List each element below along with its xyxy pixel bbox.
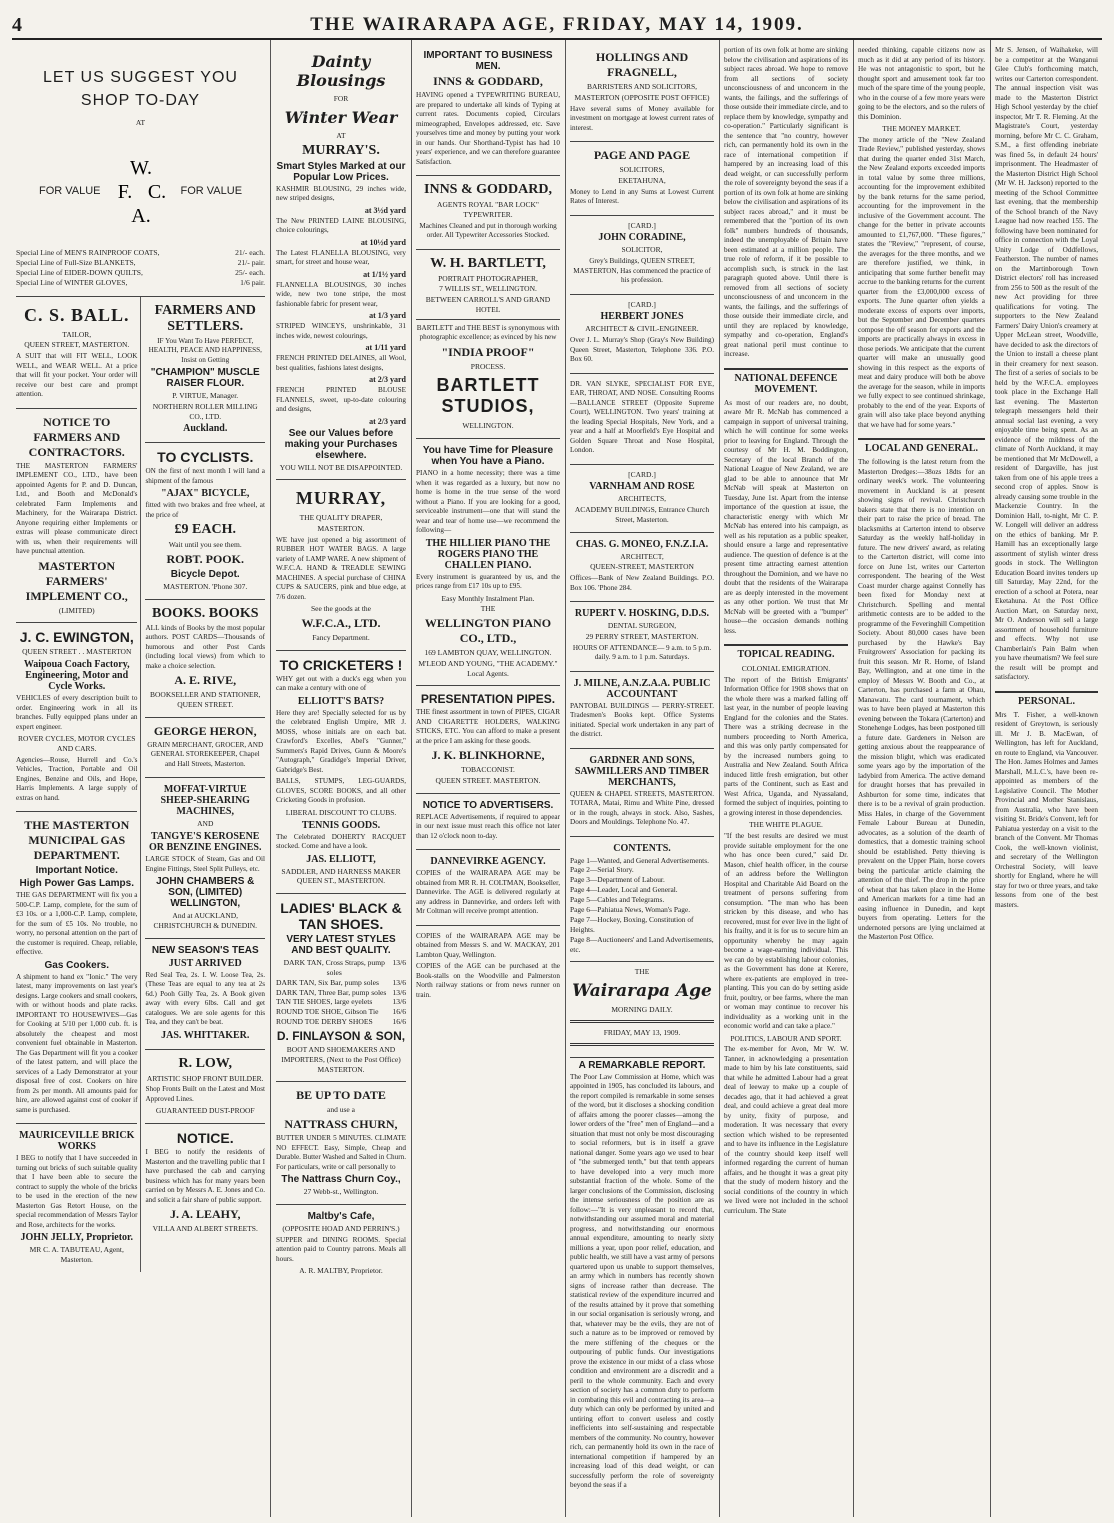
cricket-body3: BALLS, STUMPS, LEG-GUARDS, GLOVES, SCORE BOOKS, and all other Cricketing Goods in profusion. [276,777,406,805]
farmers-notice-ltd: (LIMITED) [58,605,95,615]
barlock-ad [416,176,560,250]
bartlett-sub: PORTRAIT PHOTOGRAPHER, [438,273,538,283]
sawmills-body: QUEEN & CHAPEL STREETS, MASTERTON. TOTARA, Matai, Rimu and White Pine, dressed or in the rough, always in stock. Also, Sashes, Doors and Mouldings. Telephone No. 47. [570,789,714,826]
jones-name: HERBERT JONES [600,311,684,323]
farmers-notice-body: THE MASTERTON FARMERS' IMPLEMENT CO., LTD., have been appointed Agents for P. and D. Duncan, Ltd., and Booth and McDonald's celebrated Farm Implements and Machinery, for the Wairarapa District. Anyone requiring either Implements or extras will please communicate direct with us, when their requirements will have punctual attention. [16,461,138,556]
header-rule [12,38,1102,40]
hollings-card [570,44,714,142]
brick-works-ad [16,1124,137,1272]
masthead-sub: MORNING DAILY. [611,1005,673,1015]
murray2-name: MURRAY, [295,488,387,509]
politics-continued: needed thinking, capable citizens now as much as it did at any period of its history. He was not antagonistic to sport, but he thought sport and amusement took far too much of the spare time of the young people, who in the course of a few more years were going to be the electors, and so the rulers of this Dominion. [858,46,985,121]
defence-body: As most of our readers are, no doubt, aware Mr R. McNab has commenced a campaign in support of universal training, which he will continue for some weeks prior to leaving for England. Through the courtesy of Mr H. M. Boddington, Secretary of the local Branch of the National League of New Zealand, we are glad to be able to announce that Mr McNab will speak at Masterton on Tuesday, June 1st. Apart from the intense importance of the question at issue, the characteristic energy with which Mr McNab has entered into his campaign, as well as his reputation as a public speaker, should ensure a large and representative audience. The question of defence is at the present time attracting earnest attention throughout the Dominion, and we have no doubt that the residents of the Wairarapa are as deeply interested in the movement as any other portion. We trust that Mr McNab will be greeted with a "bumper" house—the occasion demands nothing less. [724,398,848,635]
gas-department-ad [16,812,137,1124]
murray-sub: Smart Styles Marked at our Popular Low Prices. [276,160,406,183]
defence-title: NATIONAL DEFENCE MOVEMENT. [724,368,848,395]
ewington-agencies: Agencies—Rouse, Hurrell and Co.'s Vehicles, Traction, Portable and Oil Engines, Benzine and Oils, and Hope, Harris Implements. A large supply of extras on hand. [16,755,138,802]
churn-sub: and use a [327,1105,355,1115]
report-title: A REMARKABLE REPORT. [578,1059,706,1071]
farmers-notice-ad [16,409,137,624]
contents-item: Page 2—Serial Story. [570,865,634,875]
churn-name: NATTRASS CHURN, [284,1117,398,1132]
dannevirke-body: COPIES of the WAIRARAPA AGE may be obtained from MR R. H. COLTMAN, Bookseller, Dannevirke. The AGE is delivered regularly at any address in Dannevirke, and orders left with Mr Coltman will receive prompt attention. [416,869,560,916]
ball-name: C. S. BALL. [23,304,130,325]
blousing-price: at 2/3 yard [369,375,406,384]
blousing-item: The New PRINTED LAINE BLOUSING, choice colourings, [276,216,406,234]
for-value-right: FOR VALUE [180,185,243,198]
cricket-body: WHY get out with a duck's egg when you can make a century with one of [276,674,406,693]
moffat-body: LARGE STOCK of Steam, Gas and Oil Engine Fittings, Steel Split Pulleys, etc. [145,855,265,873]
blousing-item: FRENCH PRINTED DELAINES, all Wool, best qualities, fashions latest designs, [276,354,406,372]
hollings-addr: MASTERTON (OPPOSITE POST OFFICE) [574,92,710,102]
moneo-name: CHAS. G. MONEO, F.N.Z.I.A. [575,538,709,550]
topical-body: The report of the British Emigrants' Information Office for 1908 shows that on the whole there was a marked falling off last year, in the number of people leaving England for the colonies and the States. There was a striking decrease in the numbers proceeding to North America, and this was only partly compensated for by the increased numbers going to Australia and New Zealand. South Africa induced little fresh emigration, but other parts of the Continent, such as East and West Africa, Uganda, and Nyassaland, formed the subject of inquiries, pointing to a growing interest in those dependencies. [724,675,848,817]
moneo-sub: ARCHITECT, [620,551,664,561]
coradine-card [570,216,714,295]
special-line: Special Line of EIDER-DOWN QUILTS, 25/- each. [16,267,265,277]
piano-body: PIANO in a home necessity; there was a time when it was regarded as a luxury, but now no home is home in the true sense of the word without a Piano. If you are looking for a good, serviceable instrument—one that will stand the wear and tear of home use—we recommend the following— [416,469,560,534]
svg-text:F.: F. [117,181,132,204]
jones-body: Over J. L. Murray's Shop (Gray's New Building) Queen Street, Masterton, Telephone 336. P.O. Box 60. [570,336,714,363]
personal-title: PERSONAL. [995,691,1098,707]
cricketers-ad [276,651,406,894]
blousing-price: at 1/1½ yard [363,269,406,279]
shoes-list [276,958,406,1027]
settlers-ad [145,297,265,444]
politics-body: The ex-member for Avon, Mr W. W. Tanner, in acknowledging a presentation made to him by his late constituents, said that while he admitted Labour had a great deal of leeway to make up a couple of decades ago, that it had achieved a great deal, and could achieve a great deal more by unity, fixity of purpose, and moderation. It was necessary that every section which wished to be represented and to have its influence in the Legislature of the country should keep itself well informed regarding the current of human affairs, and he thought it was a great pity that the study of modern history and the social conditions of the country in which we lived were not included in the school curriculum. The State [724,1045,848,1215]
low-ad [145,1050,265,1125]
piano-terms: Easy Monthly Instalment Plan. [441,593,535,603]
churn-company: The Nattrass Churn Coy., [281,1174,401,1186]
settlers-product: "CHAMPION" MUSCLE RAISER FLOUR. [150,367,260,390]
cricket-tennis-body: The Celebrated DOHERTY RACQUET stocked. Come and have a look. [276,832,406,850]
blousing-price: at 1/11 yard [365,343,406,352]
cricket-bat: ELLIOTT'S BATS? [297,695,385,707]
settlers-mills: NORTHERN ROLLER MILLING CO., LTD. [152,401,258,421]
business-title: IMPORTANT TO BUSINESS MEN. [423,50,553,72]
heron-name: GEORGE HERON, [153,723,257,738]
column-3 [412,44,564,1517]
leahy-body: I BEG to notify the residents of Masterton and the travelling public that I have purchased the cab and carrying business which has for many years been carried on by Messrs A. E. Jones and Co. and solicit a fair share of public support. [145,1148,265,1204]
murray2-see: See the goods at the [311,604,371,614]
cafe-body: SUPPER and DINING ROOMS. Special attention paid to Country patrons. Meals all hours. [276,1235,406,1263]
contents-item: Page 1—Wanted, and General Advertisements. [570,855,709,865]
heron-ad [145,718,265,779]
coradine-name: JOHN CORADINE, [598,232,686,244]
gas-body: THE GAS DEPARTMENT will fix you a 500-C.P. Lamp, complete, for the sum of £3 10s. or a 1,000-C.P. Lamp, complete, for the sum of £5 10s. No trouble, no worry, no personal attention on the part of the customer is required. Cheap, reliable, effective. [16,891,138,957]
business-name: INNS & GODDARD, [433,74,543,88]
murray2-name2: W.F.C.A., LTD. [301,616,381,630]
low-sub: ARTISTIC SHOP FRONT BUILDER. [146,1073,264,1083]
wfca-at: AT [135,118,146,128]
cyclists-addr: MASTERTON. 'Phone 307. [163,582,248,592]
piano-agents: M'LEOD AND YOUNG, "THE ACADEMY." Local Agents. [418,658,558,678]
gas-body2: A shipment to hand ex "Ionic." The very latest, many improvements on last year's designs. Large cookers and small cookers, with or without hoods and plate racks. IMPORTANT TO HOUSEWIVES—Gas for Cooking at 5/10 per 1,000 cub. ft. is absolutely the cheapest and most convenient fuel obtainable in Masterton. The Gas Department will fit you a cooker of the latest pattern, and will place the services of a Lady Demonstrator at your disposal free of cost. Cookers on hire from 2s per month. All amounts paid for hire, are allowed against cost of cooker if same is purchased. [16,972,138,1114]
cyclists-sub: Bicycle Depot. [170,569,240,581]
page-card [570,142,714,216]
murray-footer: See our Values before making your Purchases elsewhere. [284,427,398,461]
bartlett-name: W. H. BARTLETT, [430,255,546,271]
teas-title: NEW SEASON'S TEAS [151,944,259,956]
masthead-date: FRIDAY, MAY 13, 1909. [603,1027,681,1037]
svg-text:C.: C. [147,181,166,204]
copies-notice [416,926,560,1009]
slyke-body: DR. VAN SLYKE, SPECIALIST FOR EYE, EAR, THROAT, AND NOSE. Consulting Rooms—BALLANCE STREET (Opposite Supreme Court), WELLINGTON. Two years' training at the leading Special Hospitals, New York, and a year and a half at Moorfield's Eye Hospital and Golden Square Throat and Nose Hospital, London. [570,379,714,454]
shoes-sub: VERY LATEST STYLES AND BEST QUALITY. [286,934,396,956]
column-2 [272,44,410,1517]
jones-card [570,295,714,374]
ewington-body: VEHICLES of every description built to order. Engineering work in all its branches. Fully equipped plans under an expert engineer. [16,694,138,731]
column-4 [566,44,718,1517]
shoes-sub2: BOOT AND SHOEMAKERS AND IMPORTERS, (Next to the Post Office) MASTERTON. [281,1045,401,1074]
advertisers-title: NOTICE TO ADVERTISERS. [422,799,554,811]
ball-sub: TAILOR, [62,329,92,339]
moneo-body: Offices—Bank of New Zealand Buildings. P.O. Box 106. 'Phone 284. [570,574,714,592]
contents-list [570,856,714,956]
murray2-body: WE have just opened a big assortment of RUBBER HOT WATER BAGS. A large variety of LAMP WARE. A new shipment of W.F.C.A. HAND & TREADLE SEWING MACHINES. A special purchase of CHINA CUPS & SAUCERS, pink and blue edge, at 7/6 dozen. [276,535,406,601]
bartlett-addr: 7 WILLIS ST., WELLINGTON. [439,284,537,294]
murray-title2: Winter Wear [284,107,398,127]
moffat-addr: And at AUCKLAND, CHRISTCHURCH & DUNEDIN. [153,911,258,930]
svg-text:A.: A. [130,205,151,227]
blousing-item: STRIPED WINCEYS, unshrinkable, 31 inches wide, newest colourings, [276,322,406,340]
moffat-title: MOFFAT-VIRTUE SHEEP-SHEARING MACHINES, [160,784,250,818]
settlers-body: IF You Want To Have PERFECT, HEALTH, PEACE AND HAPPINESS, Insist on Getting [148,336,262,364]
varnham-card-label: [CARD.] [628,469,656,479]
murray-for: FOR [333,94,349,103]
contents-item: Page 6—Pahiatua News, Woman's Page. [570,905,691,915]
ewington-name: J. C. EWINGTON, [19,629,134,646]
milne-name: J. MILNE, A.N.Z.A.A. PUBLIC ACCOUNTANT [573,677,711,700]
cyclists-bike: "AJAX" BICYCLE, [161,488,250,500]
leahy-addr: VILLA AND ALBERT STREETS. [152,1224,258,1234]
gas-title: THE MASTERTON MUNICIPAL GAS DEPARTMENT. [24,818,130,863]
business-body: HAVING opened a TYPEWRITING BUREAU, are prepared to undertake all kinds of Typing at current rates. Documents copied, Circulars mimeographed, Envelopes addressed, etc. Save yourselves time and money by putting your work in our hands. Our Shorthand-Typist has had 10 years' experience, and we can therefore guarantee Satisfaction. [416,91,560,166]
murray-at: AT [336,130,346,140]
blousing-price: at 10½d yard [360,237,406,247]
cyclists-body2: fitted with two brakes and free wheel, at the price of [145,501,265,519]
cyclists-name: ROBT. POOK. [166,552,244,567]
churn-body: BUTTER UNDER 5 MINUTES. CLIMATE NO EFFECT. Easy, Simple, Cheap and Durable. Butter Washed and Salted in Churn. For particulars, write or call personally to [276,1134,406,1171]
varnham-body: ACADEMY BUILDINGS, Entrance Church Street, Masterton. [574,505,710,524]
murray-footer2: YOU WILL NOT BE DISAPPOINTED. [279,462,403,472]
pipes-title: PRESENTATION PIPES. [420,692,556,707]
churn-title: BE UP TO DATE [296,1088,386,1103]
local-title: LOCAL AND GENERAL. [858,438,985,454]
piano-ad [416,439,560,686]
contents-item: Page 3—Department of Labour. [570,875,665,885]
masthead [570,962,714,1057]
column-1a [16,297,141,1272]
ewington-ad [16,623,137,812]
settlers-title: FARMERS AND SETTLERS. [154,302,256,334]
wfca-ad [16,44,265,297]
van-slyke-card [570,374,714,465]
column-1 [12,44,269,1517]
hosking-addr: 29 PERRY STREET, MASTERTON. [585,631,699,641]
cyclists-price: £9 EACH. [174,522,236,538]
pipes-addr: QUEEN STREET. MASTERTON. [435,776,541,785]
personal-body: Mrs T. Fisher, a well-known resident of Greytown, is seriously ill. Mr J. B. MacEwan, of Wellington, has left for Auckland, en route to England, via Vancouver. The Hon. James Holmes and James Marshall, M.L.C.'s, have been re-appointed as members of the Legislative Council. The Mother Provincial and Mother Stanislaus, from Australia, who have been visiting St. Bride's Convent, left for Pahiatua yesterday on a visit to the branch of the Convent. Mr Thomas Cook, the well-known violinist, and secretary of the Wellington Orchestral Society, will leave shortly for England, where he will stay for two or three years, and take lessons from one of the best masters. [995,710,1098,909]
cricket-tennis: TENNIS GOODS. [301,819,381,831]
farmers-notice-title: NOTICE TO FARMERS AND CONTRACTORS. [28,414,125,459]
newspaper-title: THE WAIRARAPA AGE, FRIDAY, MAY 14, 1909. [310,14,804,35]
murray-title: Dainty Blousings [296,52,386,90]
column-7 [991,44,1102,1517]
moffat-name: JOHN CHAMBERS & SON, (LIMITED) WELLINGTON, [156,876,255,910]
cyclists-wait: Wait until you see them. [168,540,242,550]
brick-agent: MR C. A. TABUTEAU, Agent, Masterton. [29,1245,124,1264]
page-body: Money to Lend in any Sums at Lowest Current Rates of Interest. [570,187,714,205]
wfca-specials [16,248,265,287]
hosking-card [570,602,714,672]
contents-box [570,837,714,963]
milne-body: PANTOBAL BUILDINGS — PERRY-STREET. Tradesmen's Books kept. Office Systems initiated. Special work undertaken in any part of the district. [570,701,714,738]
shoes-title: LADIES' BLACK & TAN SHOES. [280,900,402,932]
shoe-item: ROUND TOE DERBY SHOES 16/6 [276,1017,406,1027]
leahy-notice-ad [145,1124,265,1241]
bartlett-ad [416,250,560,440]
politics-title: POLITICS, LABOUR AND SPORT. [730,1033,842,1043]
hosking-name: RUPERT V. HOSKING, D.D.S. [574,608,710,619]
shoes-ad [276,894,406,1082]
contents-title: CONTENTS. [613,842,671,854]
cricket-title: TO CRICKETERS ! [279,656,403,673]
pipes-sub: TOBACCONIST. [461,765,515,775]
contents-item: Page 7—Hockey, Boxing, Constitution of Heights. [570,915,694,935]
advertisers-notice [416,794,560,851]
cafe-name: Maltby's Cafe, [307,1210,375,1222]
murray2-addr: MASTERTON. [317,524,365,533]
murray-items [276,185,406,426]
column-1-subcolumns [16,297,265,1272]
leahy-title: NOTICE. [176,1130,234,1147]
gas-notice: Important Notice. [35,865,118,877]
blousing-item: FRENCH PRINTED BLOUSE FLANNELS, sweet, up-to-date colouring and designs, [276,386,406,413]
blousing-item: FLANNELLA BLOUSINGS, 30 inches wide, new two tone stripe, the most fashionable fabric for present wear, [276,280,406,308]
brick-body: I BEG to notify that I have succeeded in turning out bricks of such suitable quality that I have been able to secure the contract to supply the whole of the bricks to be used in the erection of the new Masterton Gas Retort House, on the special recommendation of Messrs Taylor and Rose, architects for the works. [16,1154,138,1229]
jones-sub: ARCHITECT & CIVIL-ENGINEER. [585,324,699,334]
shoe-item: TAN TIE SHOES, large eyelets 13/6 [276,997,406,1007]
ball-addr: QUEEN STREET, MASTERTON. [24,340,130,350]
teas-arrived: JUST ARRIVED [168,957,242,969]
special-line: Special Line of WINTER GLOVES, 1/6 pair. [16,277,265,287]
inns-name: INNS & GODDARD, [424,182,552,197]
blousing-price: at 1/3 yard [369,311,406,320]
column-5 [720,44,852,1517]
cricket-body2: Here they are! Specially selected for us by the celebrated English Umpire, MR J. MOSS, whose initials are on each bat. Crawford's Excelles, Abel's "Gunner," Summers's Rapid Drives, Gunn & Moore's "Autograph," Gradidge's Imperial Driver, Gabridge's Best. [276,708,406,774]
moneo-addr: QUEEN-STREET, MASTERTON [590,562,694,572]
hosking-body: HOURS OF ATTENDANCE— 9 a.m. to 5 p.m. daily. 9 a.m. to 1 p.m. Saturdays. [572,643,712,661]
blousing-price: at 2/3 yard [369,416,406,426]
sawmills-ad [570,749,714,837]
plague-title: THE WHITE PLAGUE. [749,820,823,830]
piano-body2: Every instrument is guaranteed by us, and the prices range from £17 10s up to £95. [416,572,560,590]
page-name: PAGE AND PAGE [593,148,691,162]
report-continued: portion of its own folk at home are sinking below the civilisation and aspirations of its subject races abroad. We hope to remove from all sections of society unconsciousness of and unconcern in the wants, the failings, and the sufferings of those outside their immediate circle, and to replace them by knowledge, sympathy and co-operation." Particularly significant is the sentence that "no country, however rich, can permanently hold its own in the race of international competition if hampered by an increasing load of this dead weight, or can successfully perform the role of sovereignty beyond the seas if a portion of its own folk at home are sinking below the civilisation and aspirations of its subject races abroad," and it must be remembered that the "portion of its own folk" numbers hundreds of thousands, indeed the unemployable of Britain have been estimated at a million people. The true role of reform, if it be possible to accomplish such, is struck in the last paragraph quoted above. Until there is removed from all sections of society unconsciousness of and unconcern in the wants, the failings, and the sufferings of those outside their immediate circle, and until they are replaced by knowledge, sympathy and co-operation, England's great national peril must continue to increase. [724,46,848,358]
column-1b [145,297,265,1272]
inns-body: Machines Cleaned and put in thorough working order. All Typewriter Accessories Stocked. [419,221,557,239]
inns-sub: AGENTS ROYAL "BAR LOCK" TYPEWRITER. [437,200,539,219]
cricket-discount: LIBERAL DISCOUNT TO CLUBS. [285,807,397,817]
books-ad [145,600,265,718]
pipes-name: J. K. BLINKHORNE, [431,748,545,763]
brick-name: JOHN JELLY, Proprietor. [20,1232,134,1244]
sawmills-title: GARDNER AND SONS, SAWMILLERS AND TIMBER MERCHANTS, [574,754,710,788]
low-name: R. LOW, [178,1055,233,1071]
varnham-name: VARNHAM AND ROSE [589,481,695,493]
piano-list: THE HILLIER PIANO THE ROGERS PIANO THE CHALLEN PIANO. [425,537,551,571]
shoe-item: ROUND TOE SHOE, Gibson Tie 16/6 [276,1007,406,1017]
local-continued: Mr S. Jensen, of Waihakeke, will be a competitor at the Wanganui Glee Club's forthcoming match, writes our Carterton correspondent. The annual inspection visit was made to the Masterton District High School yesterday by the chief inspector, Mr T. R. Fleming. At the Magistrate's Court, yesterday morning, before Mr C. C. Graham, S.M., a first offending inebriate was fined 5s, in default 24 hours' imprisonment. The Headmaster of the Masterton District High School (Mr W. H. Jackson) reported to the meeting of the School Committee last evening, that the membership of the School branch of the Navy League had now reached 155. The following have been nominated for office in connection with the Loyal Unity Lodge of Oddfellows, Featherston. The number of names on the Martinborough Town District electors' roll has increased from 256 to 500 as the result of the new Act providing for three qualifications for voting. The supporters to the New Zealand Farmers' Dairy Union's creamery at Upper McLean street, Woodville, have decided to ask the directors of the Union to install a cheese plant in their creamery for next season. The first of a series of socials to be held by the W.F.C.A. employees took place in the Exchange Hall last evening. The Masterton telegraph messengers held their annual social last evening, a very enjoyable time being spent. As an evidence of the mildness of the climate of North Auckland, it may be mentioned that Mr McDowell, a resident of Dargaville, has just taken from one of his apple trees a second crop of apples. Snow is already causing some trouble in the Mackenzie Country. In the Dominion Hall, to-night, Mr C. P. W. Longell will deliver an address on the ethics of banking. Mr P. Hamill has an exceptionally large assortment of stylish winter dress goods in stock. The Wellington Education Board invites tenders up till Saturday, May 22nd, for the erection of a school at Potera, near Eketahuna. At the Post Office Auction Mart, on Saturday next, Mr O. Anderson will sell a large assortment of household furniture and effects. Why not use Chamberlain's Pain Balm when you have rheumatism? We feel sure the result will be prompt and satisfactory. [995,46,1098,681]
teas-body: Red Seal Tea, 2s. I. W. Loose Tea, 2s. (These Teas are equal to any tea at 2s 6d.) Pooh Gilly Tea, 2s. A Book given away with every 6lbs. Call and get catalogues. We are sole agents for this Tea, and they can't be beat. [145,970,265,1027]
bartlett-city: WELLINGTON. [462,421,514,431]
books-title: BOOKS. BOOKS [151,605,259,621]
report-article [570,1060,714,1491]
shoe-item: DARK TAN, Six Bar, pump soles 13/6 [276,977,406,987]
local-body: The following is the latest return from the Masterton Dredges:—38ozs 18dts for an ordinary week's work. The volunteering movement in Auckland is at present showing signs of revival. Christchurch bakers state that there is no intention on their part to raise the price of bread. The blacksmiths at Carterton intend to observe Saturday as the weekly half-holiday in future. The new drivers' award, as relating to the Carterton district, will come into force on June 1st, writes our Carterton correspondent. The hearing of the West Coast murder charge against Connelly has been fixed for Monday next at Christchurch. Spelling and mental arithmetic contests are to be added to the programme of the Feveringhill Competition Society. About 80,000 cases have been purchased by the Hawke's Bay Fruitgrowers' Association for packing its fruit this season. Mr R. Horne, of Island Bay, Wellington, and at one time in the employ of Messrs W. Booth and Co., at Carterton, has purchased a farm at Ohau, Manawatu. The card tournament, which was to have been played at Masterton this evening between the Tokara (Carterton) and Stonehenge Lodges, has been postponed till a future date. Gardeners in Nelson are getting anxious about the reappearance of the mission blight, which was eradicated some years ago by the importation of the ladybird from America. The active demand for draught horses that has prevailed in Ashburton for some time, indicates that there is to be a revival of grain production. Miss Hales, in charge of the Government Female Labour Bureau at Dunedin, advocates, as a solution of the dearth of domestics, that a domestic training school should be established. Petty thieving is prevalent on the Upper Plain, horse covers being the particular article claiming the attention of the thief. The drop in the price of wheat that has taken place in the Home and American markets for a time had an easing influence in Dunedin, and kept buyers from operating. Letters for the undernoted persons are lying unclaimed at the Masterton Post Office. [858,458,985,942]
hollings-sub: BARRISTERS AND SOLICITORS, [586,82,698,91]
cricket-name: JAS. ELLIOTT, [306,853,376,865]
piano-addr: 169 LAMBTON QUAY, WELLINGTON. [424,648,552,657]
bartlett-body: BARTLETT and THE BEST is synonymous with photographic excellence; as evinced by his new [416,323,560,341]
books-body: ALL kinds of Books by the most popular authors. POST CARDS—Thousands of humorous and other Post Cards (including local views) from which to make a choice selection. [145,623,265,670]
svg-text:W.: W. [129,157,152,180]
report-body: The Poor Law Commission at Home, which was appointed in 1905, has concluded its labours, and the report compiled is remarkable in some senses of the word, but it discloses a shocking condition of affairs among the poorer classes—among the lower orders of the "free" men of England—and a situation that must not only be most discouraging to social reformers, but is in itself a grave national danger. Some years ago we used to hear of "the submerged tenth," but that tenth appears to have developed into a very much more substantial fraction of the whole. Some of the larger conclusions of the Commission, disclosing the intense seriousness of the position are as follow:—"It is very unpleasant to record that, notwithstanding our assumed moral and material progress, and notwithstanding our enormous annual expenditure, amounting to nearly sixty millions a year, upon poor relief, education, and public health, we still have a vast army of persons quartered upon us unable to support themselves, an army which in numbers has recently shown signs of increase rather than decrease. The statistical review of the expenditure incurred and of the results attained by it prove that something in our social organisation is seriously wrong, and that, whatever may be the evils, they are not of such a nature as to be improved or removed by the mere stiffening of the cheques or the outpouring of public funds. Our investigations prove the existence in our midst of a class whose condition and environment are a discredit and a peril to the whole community. Each and every section of society has a common duty to perform in combating this evil and contracting its area—a duty which can only be performed by united and untiring effort to convert useless and costly inefficients into self-sustaining and respectable members of the community. No country, however rich, can permanently hold its own in the race of international competition if hampered by an increasing load of this dead weight, or can successfully perform the role of sovereignty beyond the seas if a [570,1072,714,1490]
contents-item: Page 4—Leader, Local and General. [570,885,678,895]
shoes-name: D. FINLAYSON & SON, [276,1029,406,1044]
masthead-the: THE [634,967,650,977]
typewriting-ad [416,44,560,176]
varnham-sub: ARCHITECTS, [617,494,667,504]
plague-body: "If the best results are desired we must provide suitable employment for the one who has once been cured," said Dr. Mason, chief health officer, in the course of an address before the Wellington Hospital and Charitable Aid Board on the treatment of persons suffering from consumption. "The man who has been stricken by this disease, and who has recovered, must for ever live in the light of his frailty, and it is for us to secure him an opportunity whereby he may again become a wage-earning individual. This we can do by establishing labour colonies, as the Government has done at Kerere, where ex-patients are employed in tree-planting. This you can do by setting aside fruit, poultry, or bee farms, where the man or woman may continue to recover his individuality as a working unit in the economic world and can take a place." [724,832,848,1030]
moffat-title2: TANGYE'S KEROSENE OR BENZINE ENGINES. [148,831,262,854]
moneo-card [570,533,714,603]
coradine-body: Grey's Buildings, QUEEN STREET, MASTERTON, Has commenced the practice of his profession. [573,257,711,284]
dannevirke-agency [416,850,560,926]
page-header [12,14,1102,34]
teas-ad [145,939,265,1050]
jones-card-label: [CARD.] [628,299,656,309]
gas-cookers: Gas Cookers. [44,959,109,971]
cafe-prop: A. R. MALTBY, Proprietor. [299,1266,383,1276]
books-name: A. E. RIVE, [174,673,237,688]
wfca-slogan: LET US SUGGEST YOU SHOP TO-DAY [43,69,238,110]
copies-body2: COPIES of the AGE can be purchased at the Book-stalls on the Woodville and Palmerston North railway stations or from news runner on train. [416,962,560,999]
page-number: 4 [12,14,22,36]
wfca-monogram-row [16,156,265,226]
wfca-monogram-logo [111,156,171,226]
blousing-item: KASHMIR BLOUSING, 29 inches wide, new striped designs, [276,184,406,202]
varnham-card [570,465,714,533]
churn-ad [276,1082,406,1205]
brick-title: MAURICEVILLE BRICK WORKS [19,1130,135,1153]
shoe-item: DARK TAN, Cross Straps, pump soles 13/6 [283,958,406,977]
gas-sub: High Power Gas Lamps. [19,878,134,890]
cyclists-title: TO CYCLISTS. [157,449,254,466]
ball-body: A SUIT that will FIT WELL, LOOK WELL, and WEAR WELL. At a price that will fit your pocket. Your order will receive our best care and prompt attention. [16,352,138,399]
page-addr: EKETAHUNA, [618,175,666,185]
heron-body: GRAIN MERCHANT, GROCER, AND GENERAL STOREKEEPER, Chapel and Hall Streets, Masterton. [147,740,264,768]
blousing-item: The Latest FLANELLA BLOUSING, very smart, for street and house wear, [276,248,406,266]
murray-name: MURRAY'S. [302,142,380,158]
murray-blousings-ad [276,44,406,480]
dannevirke-title: DANNEVIRKE AGENCY. [430,856,546,868]
advertisers-body: REPLACE Advertisements, if required to appear in our next issue must reach this office not later than 12 o'clock noon to-day. [416,812,560,840]
milne-card [570,672,714,749]
low-guarantee: GUARANTEED DUST-PROOF [155,1106,255,1116]
cyclists-ad [145,443,265,600]
teas-name: JAS. WHITTAKER. [161,1029,250,1041]
settlers-city: Auckland. [183,423,228,435]
piano-title: You have Time for Pleasure when You have a Piano. [422,445,554,467]
leahy-name: J. A. LEAHY, [169,1207,241,1222]
books-sub: BOOKSELLER AND STATIONER, QUEEN STREET. [150,690,261,710]
moffat-and: AND [197,819,214,829]
cyclists-body: ON the first of next month I will land a shipment of the famous [145,467,265,485]
blousing-price: at 3½d yard [364,205,406,215]
low-body: Shop Fronts Built on the Latest and Most Approved Lines. [145,1085,265,1103]
murray2-sub2: Fancy Department. [312,633,370,642]
cafe-sub: (OPPOSITE HOAD AND PERRIN'S.) [282,1223,400,1233]
piano-the: THE [480,604,496,614]
ewington-addr: QUEEN STREET . . MASTERTON [22,647,132,657]
contents-item: Page 5—Cables and Telegrams. [570,895,665,905]
bartlett-studios: BARTLETT STUDIOS, [436,375,540,417]
cafe-ad [276,1205,406,1283]
special-line: Special Line of MEN'S RAINPROOF COATS, 21/- each. [16,248,265,258]
churn-addr: 27 Webb-st., Wellington. [303,1187,379,1197]
pipes-ad [416,686,560,794]
farmers-notice-footer: MASTERTON FARMERS' IMPLEMENT CO., [25,558,128,603]
coradine-card-label: [CARD.] [628,220,656,230]
cricket-sub: SADDLER, AND HARNESS MAKER QUEEN ST., MASTERTON. [281,866,401,886]
pipes-body: THE finest assortment in town of PIPES, CIGAR AND CIGARETTE HOLDERS, WALKING STICKS, ETC. You can afford to make a present at the price I am asking for these goods. [416,708,560,745]
hollings-body: Have several sums of Money available for investment on mortgage at lowest current rates of interest. [570,104,714,132]
ewington-rover: ROVER CYCLES, MOTOR CYCLES AND CARS. [18,734,136,753]
shoe-item: DARK TAN, Three Bar, pump soles 13/6 [276,987,406,997]
page-sub: SOLICITORS, [619,165,665,174]
bartlett-between: BETWEEN CARROLL'S AND GRAND HOTEL [425,295,551,314]
for-value-left: FOR VALUE [38,185,101,198]
murray-draper-ad [276,480,406,651]
topical-title: TOPICAL READING. [724,644,848,660]
masthead-name: Wairarapa Age [572,981,712,1002]
moffat-ad [145,778,265,938]
column-divider [270,40,271,1517]
money-title: THE MONEY MARKET. [882,124,961,133]
ball-ad [16,297,137,409]
hosking-sub: DENTAL SURGEON, [607,621,677,630]
copies-body: COPIES of the WAIRARAPA AGE may be obtained from Messrs S. and W. MACKAY, 201 Lambton Quay, Wellington. [416,931,560,959]
murray2-sub: THE QUALITY DRAPER, [299,513,383,523]
piano-name: WELLINGTON PIANO CO., LTD., [424,616,552,645]
coradine-sub: SOLICITOR, [621,245,663,255]
settlers-manager: P. VIRTUE, Manager. [172,391,239,401]
contents-item: Page 8—Auctioneers' and Land Advertisements, etc. [570,935,714,955]
money-body: The money article of the "New Zealand Trade Review," published yesterday, shows that during the quarter ended 31st March, the New Zealand exports exceeded imports in total value by some three millions, accounting for the improvement exhibited by the bank returns for the same period, accounting for the improvement in the inclusive of the Government account. The change for the better in private accounts amounted to £1,767,000. "These figures," states the "Review," "represent, of course, the averages for the three months, and we are therefore justified, we think, in anticipating that some further benefit may accrue to the banking returns for the current quarter from the £3,000,000 excess of exports. The June quarter often yields a moderate excess of exports over imports, but the September and December quarters compose the off season for exports and the imports are practically always in excess in those periods. We anticipate that the current quarter will make an unusually good showing in this respect as the exports of meat and dairy produce will both be above the average for the season, while in imports we fully expect to see continued shrinkage, probably to the end of the year. Exports of grain will also take place beyond anything that we have had for some years." [858,135,985,429]
special-line: Special Line of Full-Size BLANKETS, 21/- pair. [16,257,265,267]
bartlett-process2: PROCESS. [470,361,506,371]
column-6 [854,44,989,1517]
bartlett-process: "INDIA PROOF" [441,344,535,359]
ewington-sub: Waipoua Coach Factory, Engineering, Motor and Cycle Works. [23,659,130,693]
topical-sub: COLONIAL EMIGRATION. [741,664,831,673]
hollings-name: HOLLINGS AND FRAGNELL, [595,50,689,79]
